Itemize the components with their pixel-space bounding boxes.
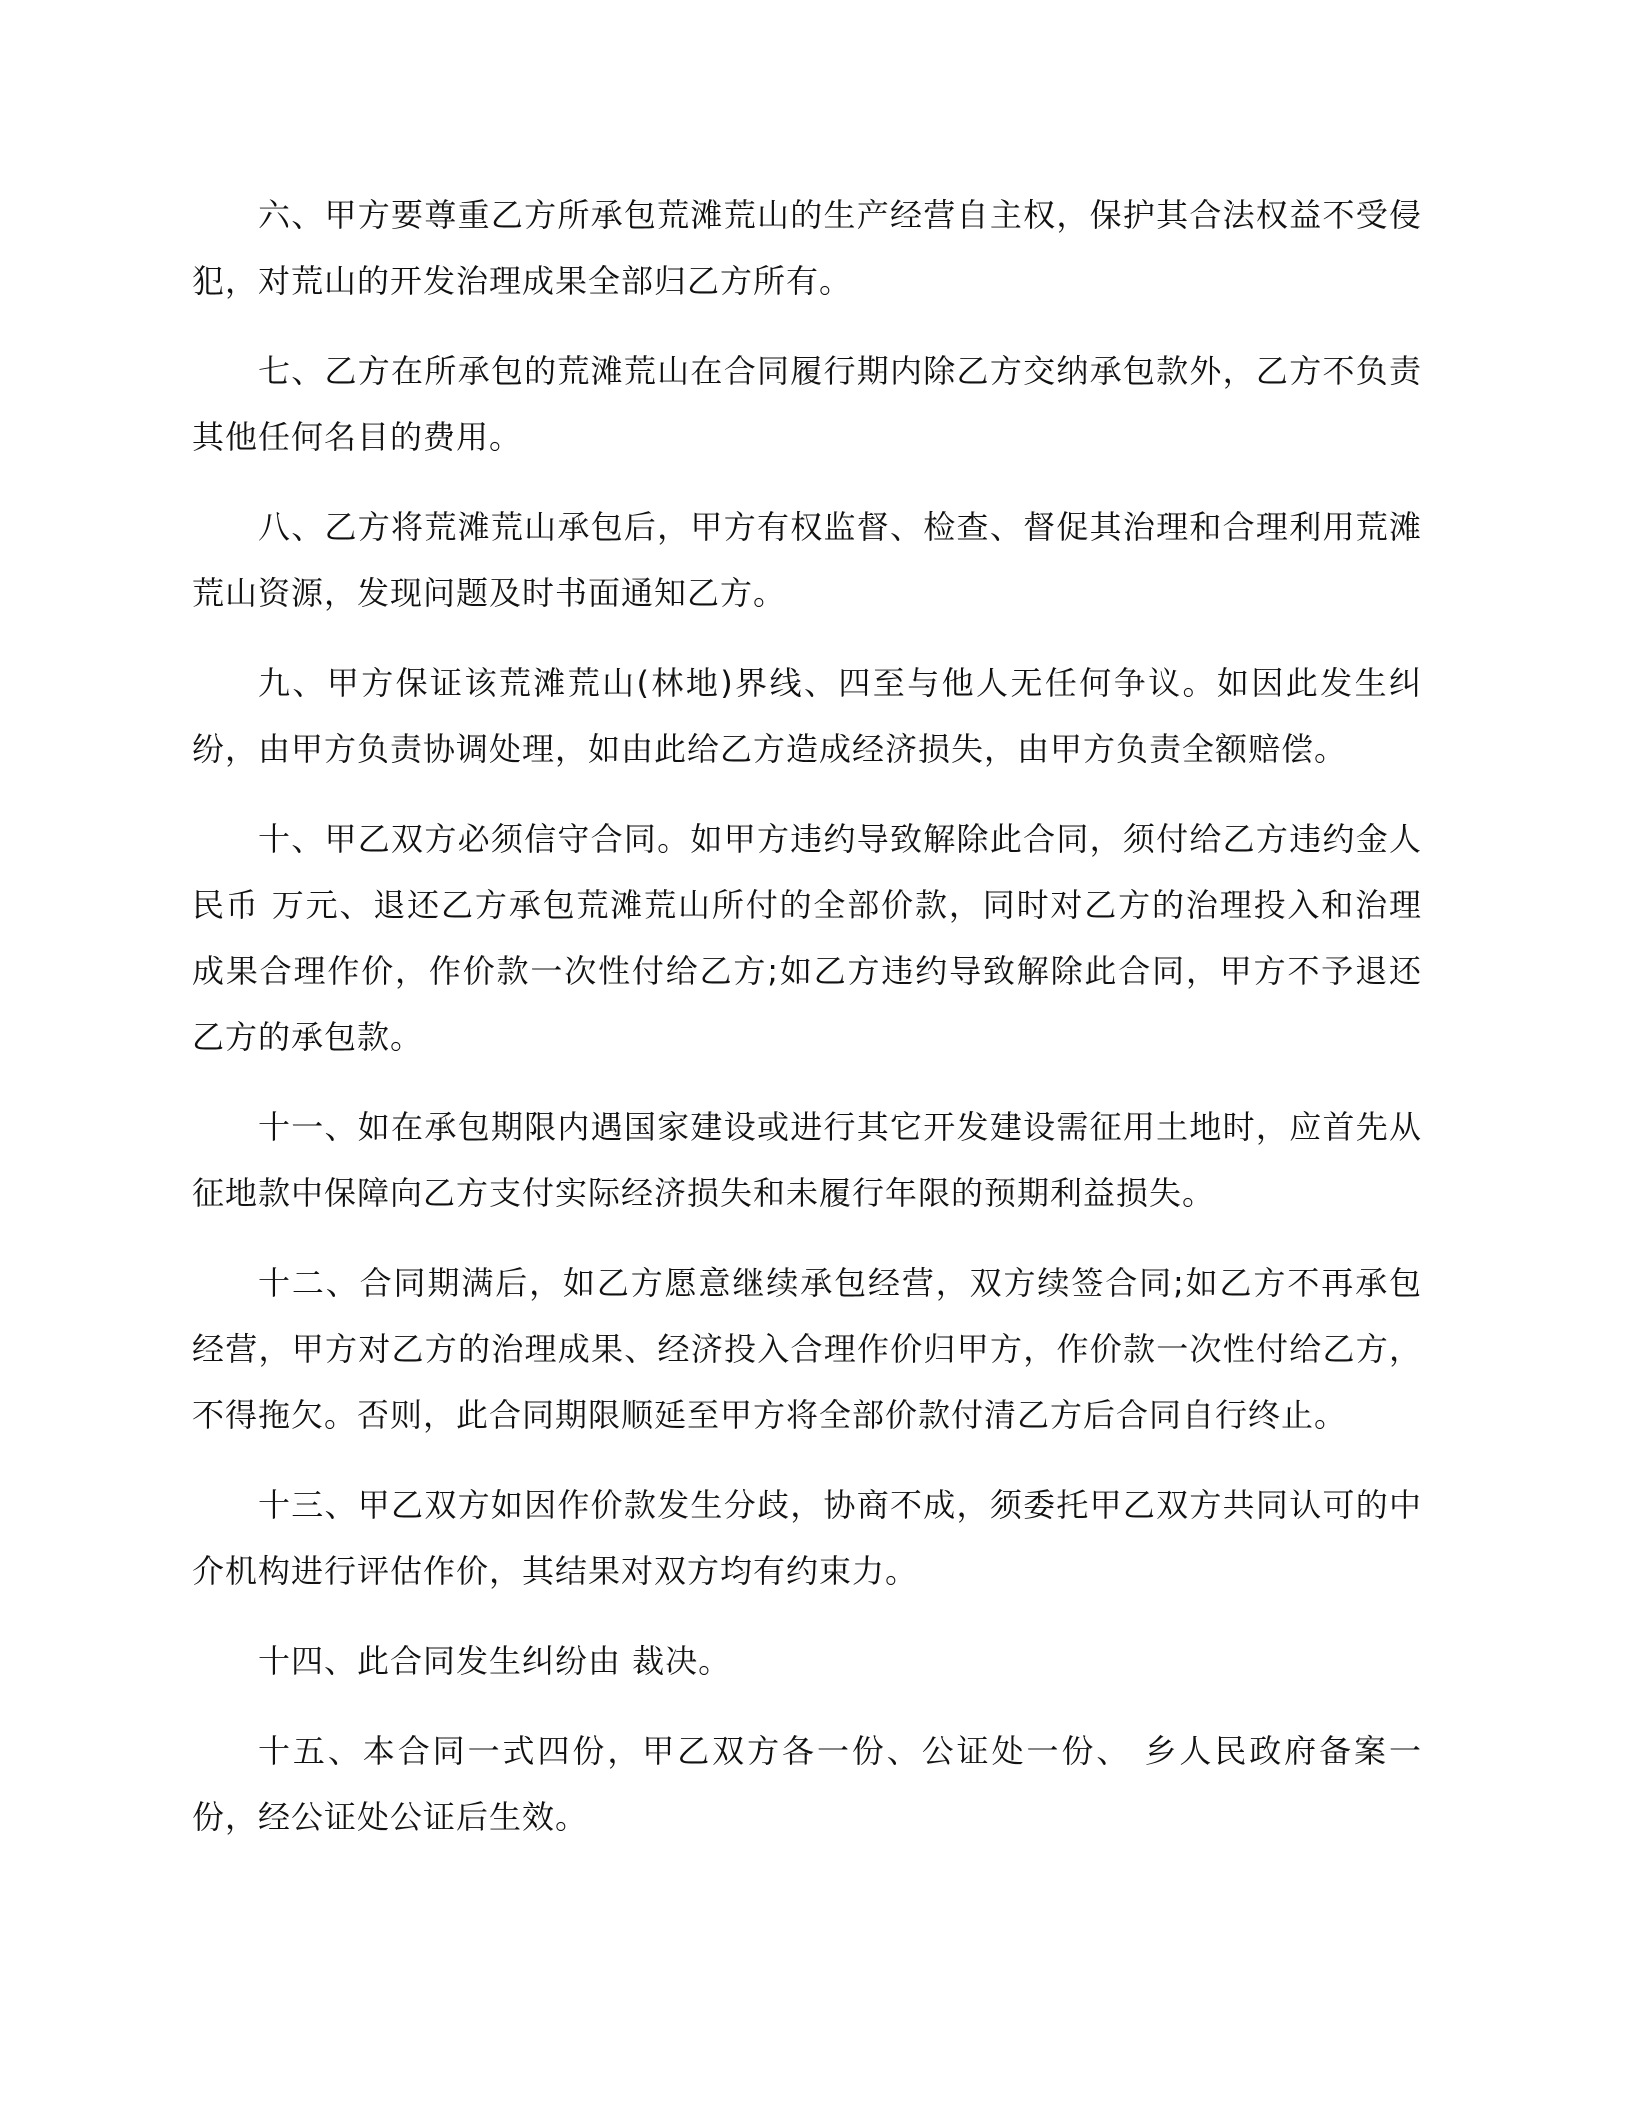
clause-12: 十二、合同期满后，如乙方愿意继续承包经营，双方续签合同;如乙方不再承包经营，甲方对乙方的治理成果、经济投入合理作价归甲方，作价款一次性付给乙方，不得拖欠。否则，此合同期限顺延至甲方将全部价款付清乙方后合同自行终止。 — [192, 1264, 1422, 1434]
clause-10: 十、甲乙双方必须信守合同。如甲方违约导致解除此合同，须付给乙方违约金人民币 万元、退还乙方承包荒滩荒山所付的全部价款，同时对乙方的治理投入和治理成果合理作价，作价款一次性付给乙方;如乙方违约导致解除此合同，甲方不予退还乙方的承包款。 — [192, 820, 1422, 1056]
clause-8: 八、乙方将荒滩荒山承包后，甲方有权监督、检查、督促其治理和合理利用荒滩荒山资源，发现问题及时书面通知乙方。 — [192, 508, 1422, 612]
clause-7: 七、乙方在所承包的荒滩荒山在合同履行期内除乙方交纳承包款外，乙方不负责其他任何名目的费用。 — [192, 352, 1422, 456]
clause-9: 九、甲方保证该荒滩荒山(林地)界线、四至与他人无任何争议。如因此发生纠纷，由甲方负责协调处理，如由此给乙方造成经济损失，由甲方负责全额赔偿。 — [192, 664, 1422, 768]
clause-15: 十五、本合同一式四份，甲乙双方各一份、公证处一份、 乡人民政府备案一份，经公证处公证后生效。 — [192, 1732, 1422, 1836]
contract-body — [192, 182, 1422, 1874]
clause-11: 十一、如在承包期限内遇国家建设或进行其它开发建设需征用土地时，应首先从征地款中保障向乙方支付实际经济损失和未履行年限的预期利益损失。 — [192, 1108, 1422, 1212]
clause-14: 十四、此合同发生纠纷由 裁决。 — [258, 1642, 732, 1680]
clause-13: 十三、甲乙双方如因作价款发生分歧，协商不成，须委托甲乙双方共同认可的中介机构进行评估作价，其结果对双方均有约束力。 — [192, 1486, 1422, 1590]
clause-6: 六、甲方要尊重乙方所承包荒滩荒山的生产经营自主权，保护其合法权益不受侵犯，对荒山的开发治理成果全部归乙方所有。 — [192, 196, 1422, 300]
